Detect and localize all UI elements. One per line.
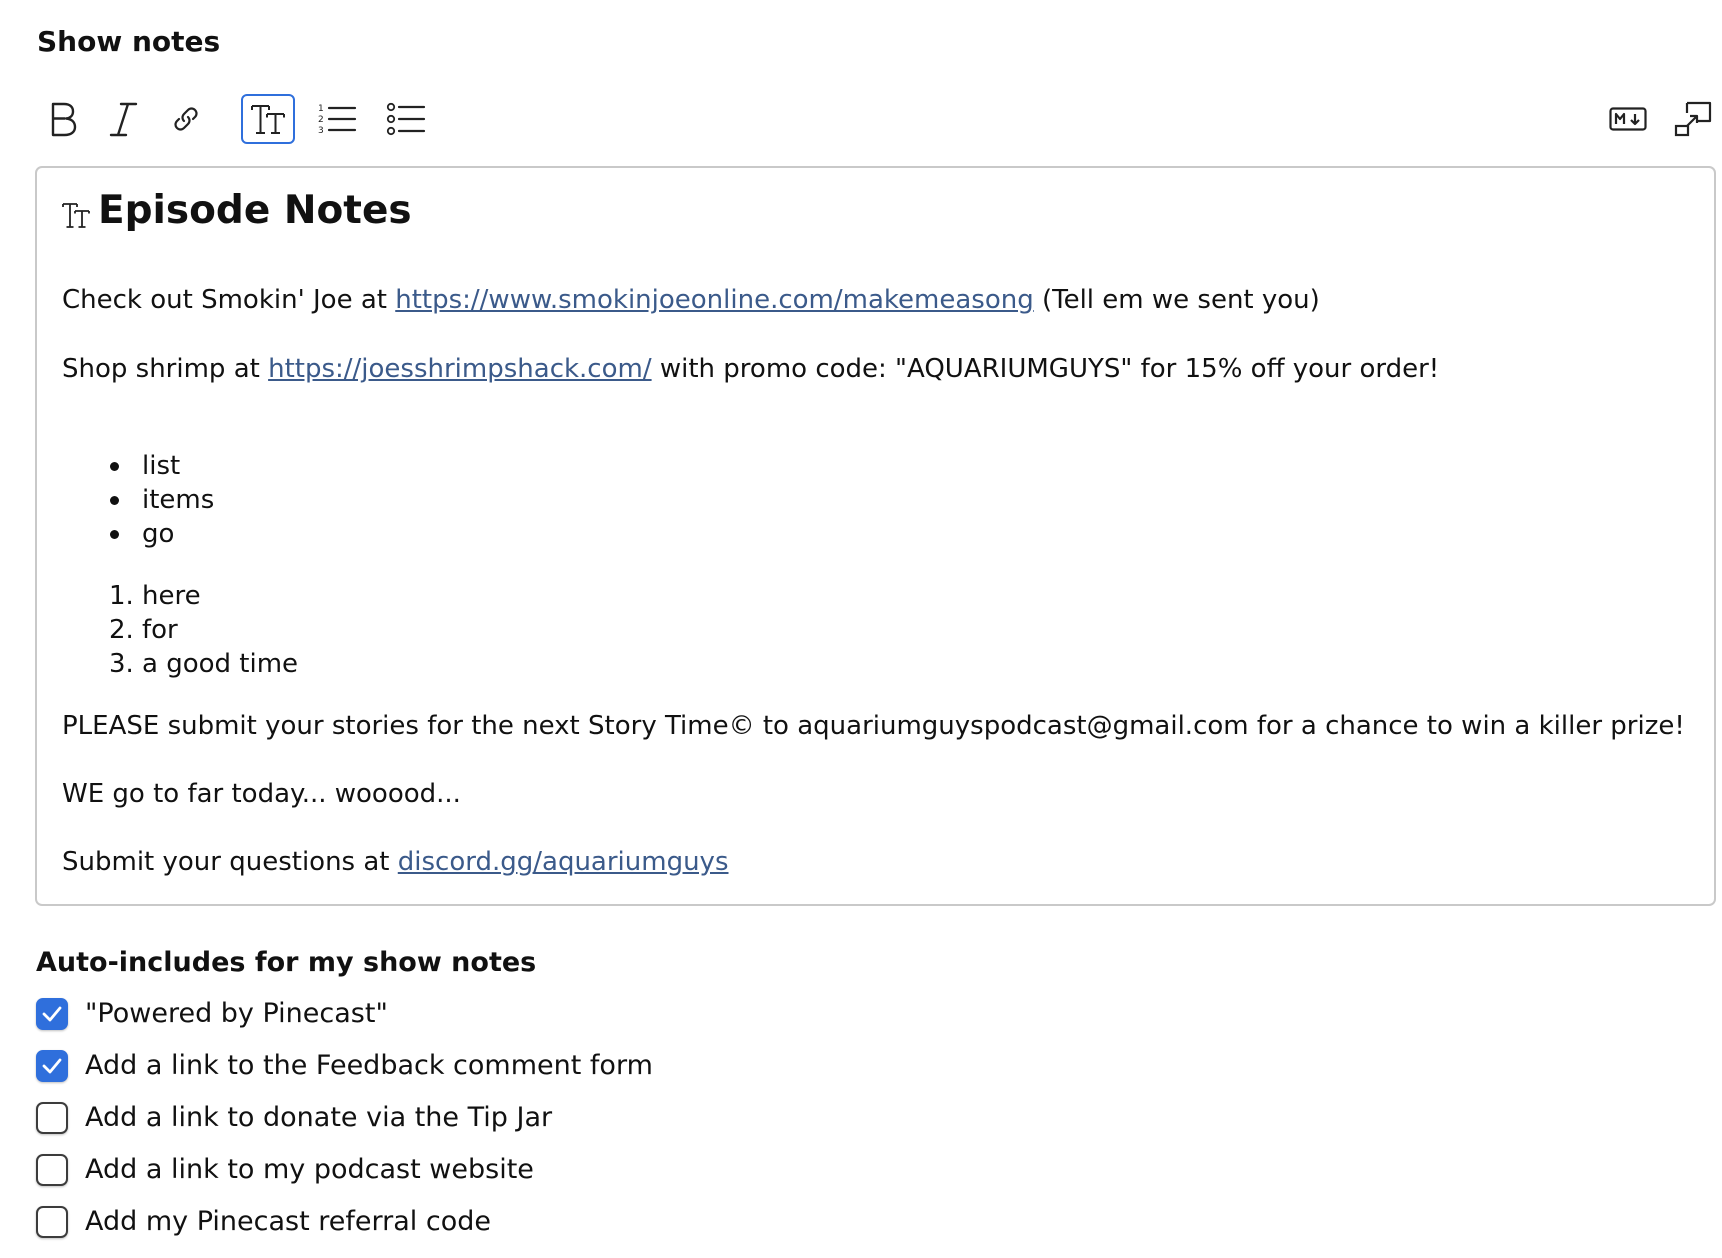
list-number: 2. (109, 615, 134, 645)
paragraph-text: Check out Smokin' Joe at (62, 285, 396, 315)
smokinjoe-link[interactable]: https://www.smokinjoeonline.com/makemeasong (395, 285, 1034, 315)
option-powered-by-pinecast[interactable] (36, 994, 936, 1034)
markdown-button[interactable] (1601, 94, 1655, 144)
section-title: Show notes (37, 25, 221, 58)
list-item-text: for (142, 615, 178, 645)
option-tip-jar-link[interactable] (36, 1098, 936, 1138)
markdown-icon (1609, 107, 1647, 131)
option-website-link[interactable] (36, 1150, 936, 1190)
option-label: Add a link to donate via the Tip Jar (85, 1102, 553, 1133)
link-icon (171, 104, 201, 134)
list-item-text: a good time (142, 649, 299, 679)
option-label: Add a link to my podcast website (85, 1154, 534, 1185)
checkbox-unchecked[interactable] (36, 1154, 68, 1186)
bold-button[interactable] (35, 94, 89, 144)
list-number: 1. (109, 581, 134, 611)
heading-marker-icon (61, 198, 91, 232)
discord-link[interactable]: discord.gg/aquariumguys (397, 847, 729, 877)
bullet-dot (110, 496, 119, 505)
paragraph-text: with promo code: "AQUARIUMGUYS" for 15% off your order! (651, 354, 1440, 384)
list-item-text: list (142, 451, 181, 481)
italic-icon (107, 99, 141, 139)
checkbox-checked[interactable] (36, 998, 68, 1030)
checkbox-unchecked[interactable] (36, 1206, 68, 1238)
paragraph-text: (Tell em we sent you) (1033, 285, 1320, 315)
bullet-dot (110, 462, 119, 471)
ordered-list-item (37, 613, 537, 647)
paragraph-story-time: PLEASE submit your stories for the next Story Time© to aquariumguyspodcast@gmail.com for a chance to win a killer prize! (62, 711, 1685, 741)
link-button[interactable] (159, 94, 213, 144)
option-label: Add my Pinecast referral code (85, 1206, 491, 1237)
option-feedback-link[interactable] (36, 1046, 936, 1086)
option-label: "Powered by Pinecast" (85, 998, 388, 1029)
paragraph-wooood: WE go to far today... wooood... (62, 779, 461, 809)
checkmark-icon (42, 1057, 62, 1075)
ordered-list-button[interactable] (310, 94, 364, 144)
paragraph-questions (62, 844, 729, 880)
option-label: Add a link to the Feedback comment form (85, 1050, 653, 1081)
heading-button[interactable] (241, 94, 295, 144)
list-item (37, 483, 437, 517)
text-size-icon (249, 100, 287, 138)
svg-text:2: 2 (318, 115, 324, 125)
list-item-text: items (142, 485, 215, 515)
shrimpshack-link[interactable]: https://joesshrimpshack.com/ (268, 354, 652, 384)
checkbox-unchecked[interactable] (36, 1102, 68, 1134)
paragraph-text: Shop shrimp at (62, 354, 269, 384)
list-item-text: go (142, 519, 175, 549)
checkbox-checked[interactable] (36, 1050, 68, 1082)
unordered-list-button[interactable] (379, 94, 433, 144)
list-item (37, 517, 437, 551)
paragraph-text: Submit your questions at (62, 847, 398, 877)
ordered-list-item (37, 579, 537, 613)
paragraph-shrimp (62, 351, 1439, 387)
auto-includes-title: Auto-includes for my show notes (36, 947, 537, 978)
svg-text:3: 3 (318, 126, 324, 136)
ordered-list-icon (317, 101, 357, 137)
list-number: 3. (109, 649, 134, 679)
list-item-text: here (142, 581, 201, 611)
italic-button[interactable] (97, 94, 151, 144)
episode-heading: Episode Notes (98, 188, 412, 233)
preview-button[interactable] (1666, 94, 1720, 144)
unordered-list-icon (386, 101, 426, 137)
svg-text:1: 1 (318, 104, 324, 114)
bold-icon (45, 99, 79, 139)
paragraph-smokin-joe (62, 282, 1320, 318)
preview-icon (1673, 99, 1713, 139)
option-referral-code[interactable] (36, 1202, 936, 1242)
show-notes-editor[interactable] (35, 166, 1716, 906)
checkmark-icon (42, 1005, 62, 1023)
list-item (37, 449, 437, 483)
bullet-dot (110, 530, 119, 539)
ordered-list-item (37, 647, 537, 681)
